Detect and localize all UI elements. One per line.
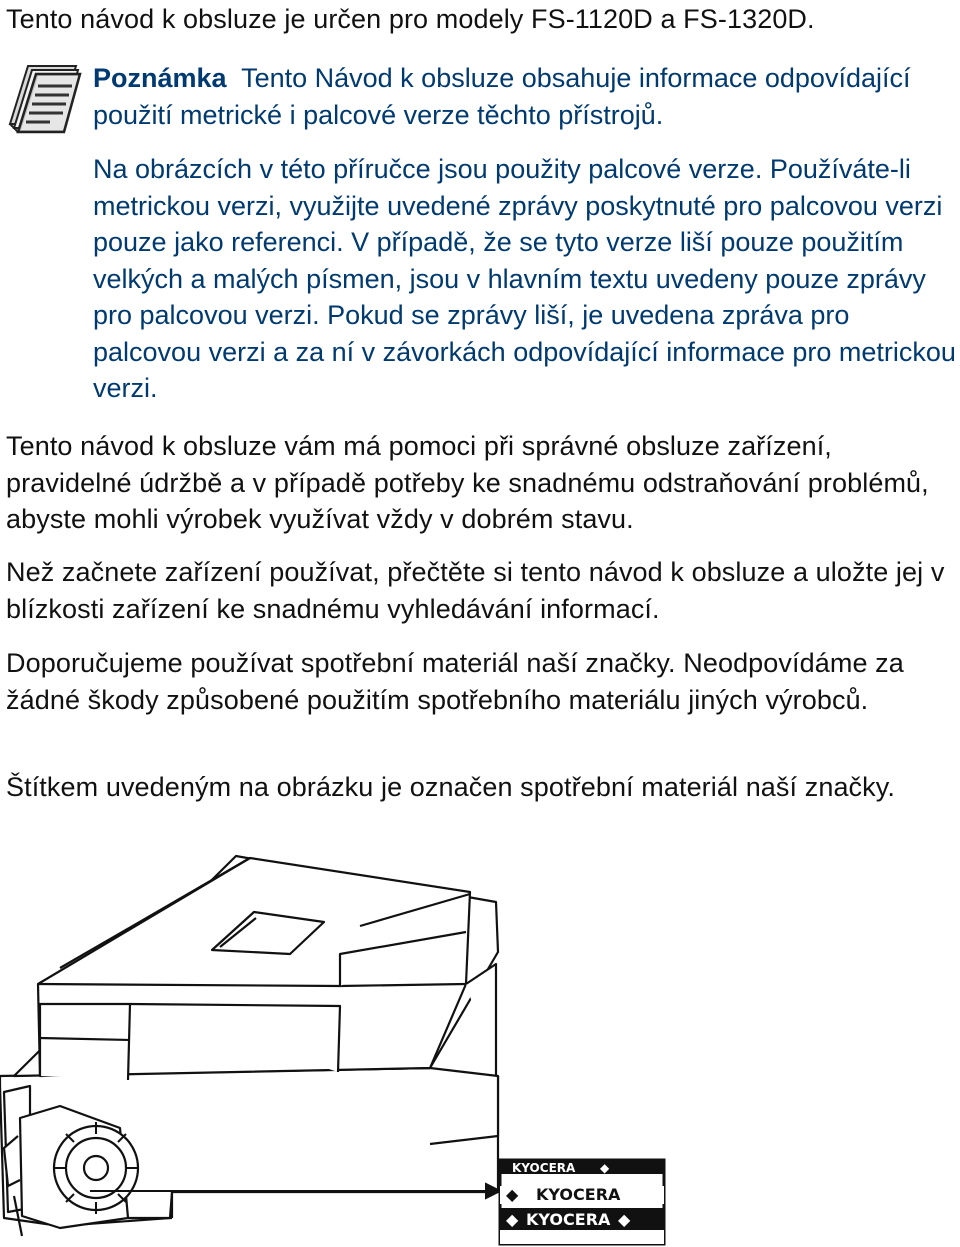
svg-text:◆: ◆ — [506, 1185, 519, 1204]
note-icon — [6, 62, 82, 134]
kyocera-label — [500, 1160, 664, 1244]
note-second-paragraph: Na obrázcích v této příručce jsou použity palcové verze. Používáte-li metrickou verzi, využijte uvedené zprávy poskytnuté pro palcovou verzi pouze jako referenci. V případě, že se tyto verze liší pouze použitím velkých a malých písmen, jsou v hlavním textu uvedeny pouze zprávy pro palcovou verzi. Pokud se zprávy liší, je uvedena zpráva pro palcovou verzi a za ní v závorkách odpovídající informace pro metrickou verzi. — [93, 154, 956, 403]
note-first-paragraph — [93, 60, 959, 133]
paragraph-label-note: Štítkem uvedeným na obrázku je označen spotřební materiál naší značky. — [6, 772, 895, 802]
paragraph-purpose: Tento návod k obsluze vám má pomoci při správné obsluze zařízení, pravidelné údržbě a v případě potřeby ke snadnému odstraňování problémů, abyste mohli výrobek využívat vždy v dobrém stavu. — [6, 431, 929, 534]
svg-text:◆: ◆ — [600, 1161, 610, 1175]
note-first-text: Tento Návod k obsluze obsahuje informace odpovídající použití metrické i palcové verze těchto přístrojů. — [93, 63, 911, 130]
paragraph-read-first: Než začnete zařízení používat, přečtěte si tento návod k obsluze a uložte jej v blízkosti zařízení ke snadnému vyhledávání informací. — [6, 557, 945, 624]
svg-text:◆: ◆ — [506, 1210, 519, 1229]
label-logo-row-3: KYOCERA — [526, 1210, 611, 1229]
note-label: Poznámka — [93, 63, 227, 93]
note-box — [0, 56, 960, 412]
intro-text: Tento návod k obsluze je určen pro modely FS-1120D a FS-1320D. — [6, 4, 815, 34]
svg-text:◆: ◆ — [618, 1210, 631, 1229]
paragraph-recommendation: Doporučujeme používat spotřební materiál naší značky. Neodpovídáme za žádné škody způsobené použitím spotřebního materiálu jiných výrobců. — [6, 648, 904, 715]
label-logo-row-2: KYOCERA — [536, 1185, 621, 1204]
toner-figure — [0, 836, 960, 1247]
toner-cartridge-illustration — [0, 836, 960, 1247]
label-logo-row-1: KYOCERA — [512, 1161, 576, 1175]
